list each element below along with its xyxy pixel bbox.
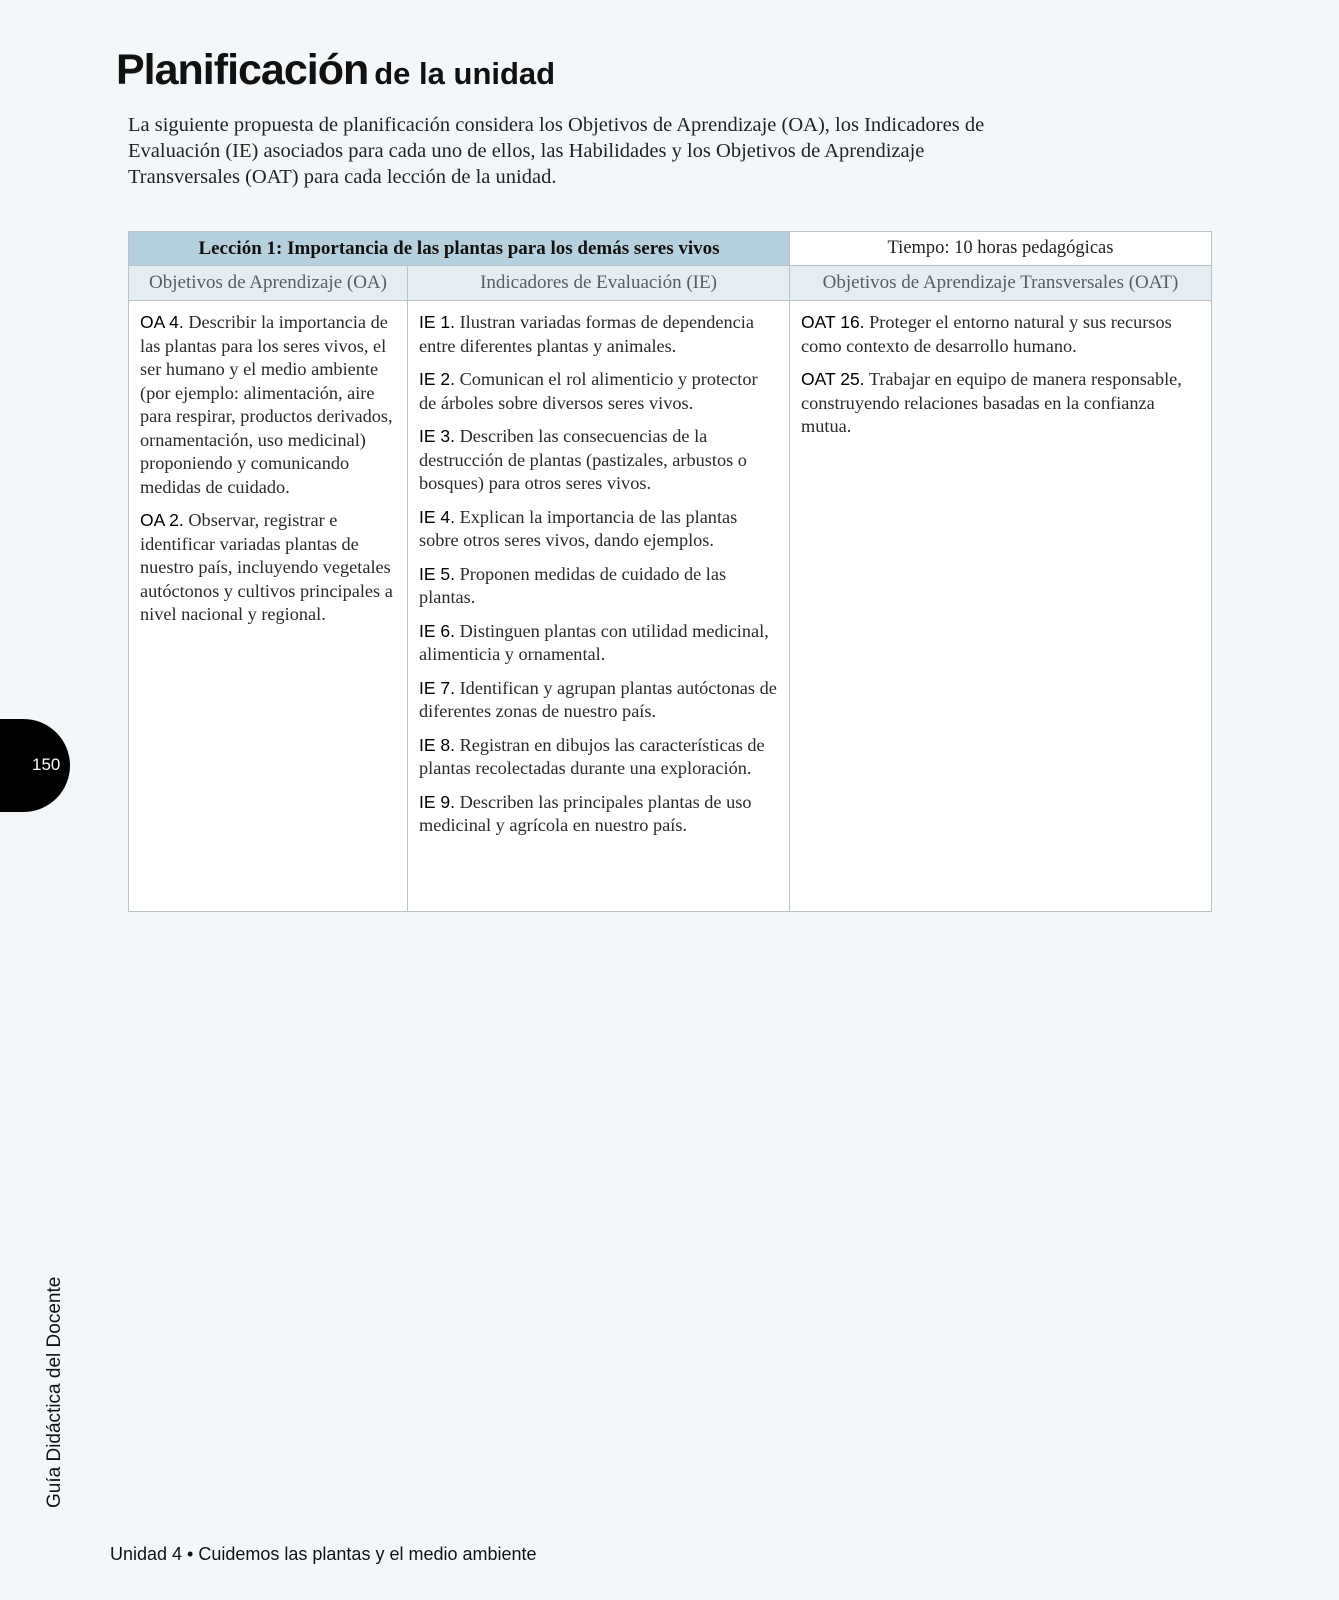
column-header-row xyxy=(129,266,1212,301)
content-row xyxy=(129,301,1212,912)
ie-text: Proponen medidas de cuidado de las plantas. xyxy=(419,563,727,607)
column-header-oa: Objetivos de Aprendizaje (OA) xyxy=(129,266,408,301)
page-number-tab xyxy=(0,719,70,812)
intro-paragraph: La siguiente propuesta de planificación considera los Objetivos de Aprendizaje (OA), los Indicadores de Evaluación (IE) asociados para cada uno de ellos, las Habilidades y los Objetivos de Aprendizaje Transversales (OAT) para cada lección de la unidad. xyxy=(128,114,985,188)
ie-item xyxy=(419,368,778,415)
column-header-ie: Indicadores de Evaluación (IE) xyxy=(408,266,790,301)
oa-item xyxy=(140,509,396,627)
ie-cell xyxy=(408,301,790,912)
oa-code: OA 4. xyxy=(140,312,184,332)
page-title-sub: de la unidad xyxy=(374,56,556,91)
ie-text: Describen las principales plantas de uso medicinal y agrícola en nuestro país. xyxy=(419,791,752,835)
ie-text: Identifican y agrupan plantas autóctonas de diferentes zonas de nuestro país. xyxy=(419,677,777,721)
oat-code: OAT 25. xyxy=(801,369,865,389)
oat-text: Proteger el entorno natural y sus recursos como contexto de desarrollo humano. xyxy=(801,312,1172,356)
ie-code: IE 6. xyxy=(419,620,455,641)
page-number: 150 xyxy=(32,755,61,774)
oa-code: OA 2. xyxy=(140,510,184,530)
oat-cell xyxy=(790,301,1212,912)
ie-text: Registran en dibujos las características de plantas recolectadas durante una exploración. xyxy=(419,734,765,778)
oa-cell xyxy=(129,301,408,912)
page-title-main: Planificación xyxy=(116,46,369,94)
ie-code: IE 8. xyxy=(419,734,455,755)
ie-text: Ilustran variadas formas de dependencia entre diferentes plantas y animales. xyxy=(419,312,754,356)
oat-item xyxy=(801,311,1200,358)
lesson-row xyxy=(129,232,1212,266)
ie-text: Distinguen plantas con utilidad medicinal, alimenticia y ornamental. xyxy=(419,620,769,664)
column-header-oat: Objetivos de Aprendizaje Transversales (OAT) xyxy=(790,266,1212,301)
oa-text: Describir la importancia de las plantas para los seres vivos, el ser humano y el medio ambiente (por ejemplo: alimentación, aire para respirar, productos derivados, ornamentación, uso medicinal) proponiendo y comunicando medidas de cuidado. xyxy=(140,312,393,497)
oat-text: Trabajar en equipo de manera responsable, construyendo relaciones basadas en la confianza mutua. xyxy=(801,369,1182,436)
planning-table xyxy=(128,231,1212,912)
ie-item xyxy=(419,620,778,667)
oa-item xyxy=(140,311,396,499)
ie-text: Explican la importancia de las plantas sobre otros seres vivos, dando ejemplos. xyxy=(419,506,738,550)
ie-item xyxy=(419,734,778,781)
ie-item xyxy=(419,425,778,496)
ie-text: Describen las consecuencias de la destrucción de plantas (pastizales, arbustos o bosques) para otros seres vivos. xyxy=(419,426,747,493)
ie-item xyxy=(419,506,778,553)
ie-code: IE 1. xyxy=(419,312,455,332)
footer-unit-title: Unidad 4 • Cuidemos las plantas y el medio ambiente xyxy=(110,1544,537,1564)
oa-text: Observar, registrar e identificar variadas plantas de nuestro país, incluyendo vegetales autóctonos y cultivos principales a nivel nacional y regional. xyxy=(140,510,393,624)
ie-item xyxy=(419,563,778,610)
side-label: Guía Didáctica del Docente xyxy=(44,1276,65,1508)
page-title xyxy=(116,46,555,95)
ie-item xyxy=(419,677,778,724)
ie-code: IE 2. xyxy=(419,369,455,389)
ie-code: IE 9. xyxy=(419,791,455,812)
ie-code: IE 3. xyxy=(419,426,455,446)
ie-code: IE 7. xyxy=(419,677,455,698)
ie-item xyxy=(419,311,778,358)
oat-code: OAT 16. xyxy=(801,312,865,332)
ie-item xyxy=(419,791,778,838)
lesson-title: Lección 1: Importancia de las plantas para los demás seres vivos xyxy=(129,232,790,266)
lesson-time: Tiempo: 10 horas pedagógicas xyxy=(790,232,1212,266)
oat-item xyxy=(801,368,1200,439)
ie-code: IE 5. xyxy=(419,563,455,584)
ie-text: Comunican el rol alimenticio y protector de árboles sobre diversos seres vivos. xyxy=(419,369,758,413)
ie-code: IE 4. xyxy=(419,506,455,527)
